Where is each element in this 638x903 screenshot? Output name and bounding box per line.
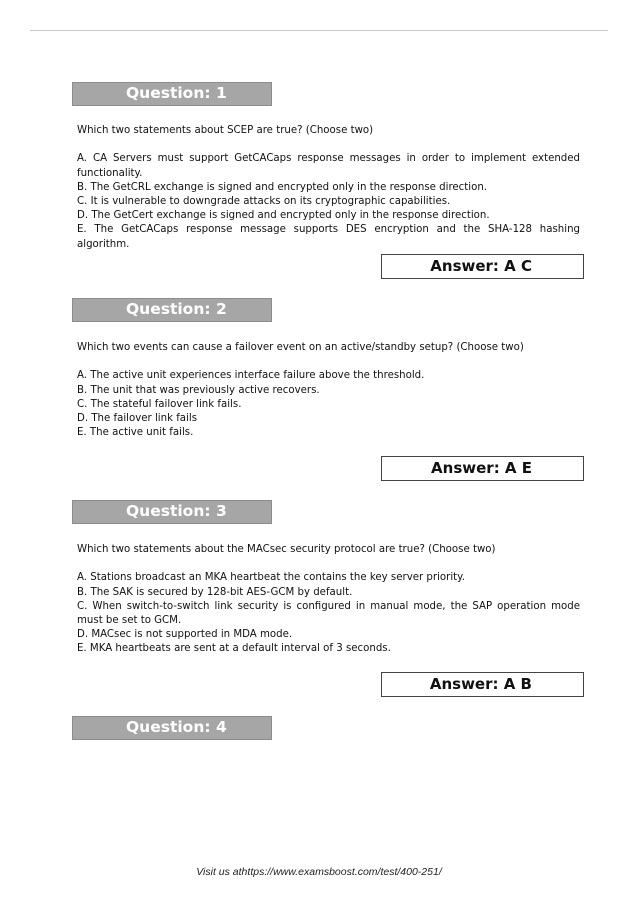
question-1-body <box>77 124 580 252</box>
question-2-option-c: C. The stateful failover link fails. <box>77 398 242 410</box>
question-2-header <box>72 298 272 322</box>
question-4-title: Question: 4 <box>126 718 227 736</box>
question-3-body <box>77 543 580 657</box>
question-1-answer-box <box>381 254 584 279</box>
question-2-body <box>77 341 580 440</box>
question-4-header <box>72 716 272 740</box>
question-3-title: Question: 3 <box>126 502 227 520</box>
question-3-option-e: E. MKA heartbeats are sent at a default interval of 3 seconds. <box>77 643 391 655</box>
question-3-answer-box <box>381 672 584 697</box>
question-3-answer: Answer: A B <box>429 675 532 693</box>
question-1-header <box>72 82 272 106</box>
question-2-option-b: B. The unit that was previously active recovers. <box>77 384 320 396</box>
question-2-option-e: E. The active unit fails. <box>77 427 194 439</box>
question-1-title: Question: 1 <box>126 84 227 102</box>
question-3-option-c: C. When switch-to-switch link security is configured in manual mode, the SAP operation mode must be set to GCM. <box>77 600 580 626</box>
header-divider <box>30 30 608 31</box>
question-3-option-d: D. MACsec is not supported in MDA mode. <box>77 629 293 641</box>
question-3-stem: Which two statements about the MACsec security protocol are true? (Choose two) <box>77 544 496 555</box>
question-1-option-e: E. The GetCACaps response message supports DES encryption and the SHA-128 hashing algorithm. <box>77 224 580 250</box>
question-1-option-b: B. The GetCRL exchange is signed and encrypted only in the response direction. <box>77 181 488 193</box>
question-2-answer: Answer: A E <box>431 459 532 477</box>
question-3-option-b: B. The SAK is secured by 128-bit AES-GCM by default. <box>77 586 353 598</box>
question-1-option-d: D. The GetCert exchange is signed and encrypted only in the response direction. <box>77 210 490 222</box>
question-1-stem: Which two statements about SCEP are true? (Choose two) <box>77 125 374 136</box>
question-2-answer-box <box>381 456 584 481</box>
question-1-option-a: A. CA Servers must support GetCACaps response messages in order to implement extended functionality. <box>77 153 580 179</box>
question-2-stem: Which two events can cause a failover event on an active/standby setup? (Choose two) <box>77 342 524 353</box>
question-2-option-d: D. The failover link fails <box>77 413 198 424</box>
question-2-title: Question: 2 <box>126 300 227 318</box>
question-2-option-a: A. The active unit experiences interface failure above the threshold. <box>77 370 425 382</box>
question-3-option-a: A. Stations broadcast an MKA heartbeat the contains the key server priority. <box>77 572 465 584</box>
footer-link-text: Visit us athttps://www.examsboost.com/test/400-251/ <box>196 866 442 878</box>
question-3-header <box>72 500 272 524</box>
question-1-option-c: C. It is vulnerable to downgrade attacks on its cryptographic capabilities. <box>77 196 451 207</box>
question-1-answer: Answer: A C <box>430 257 532 275</box>
